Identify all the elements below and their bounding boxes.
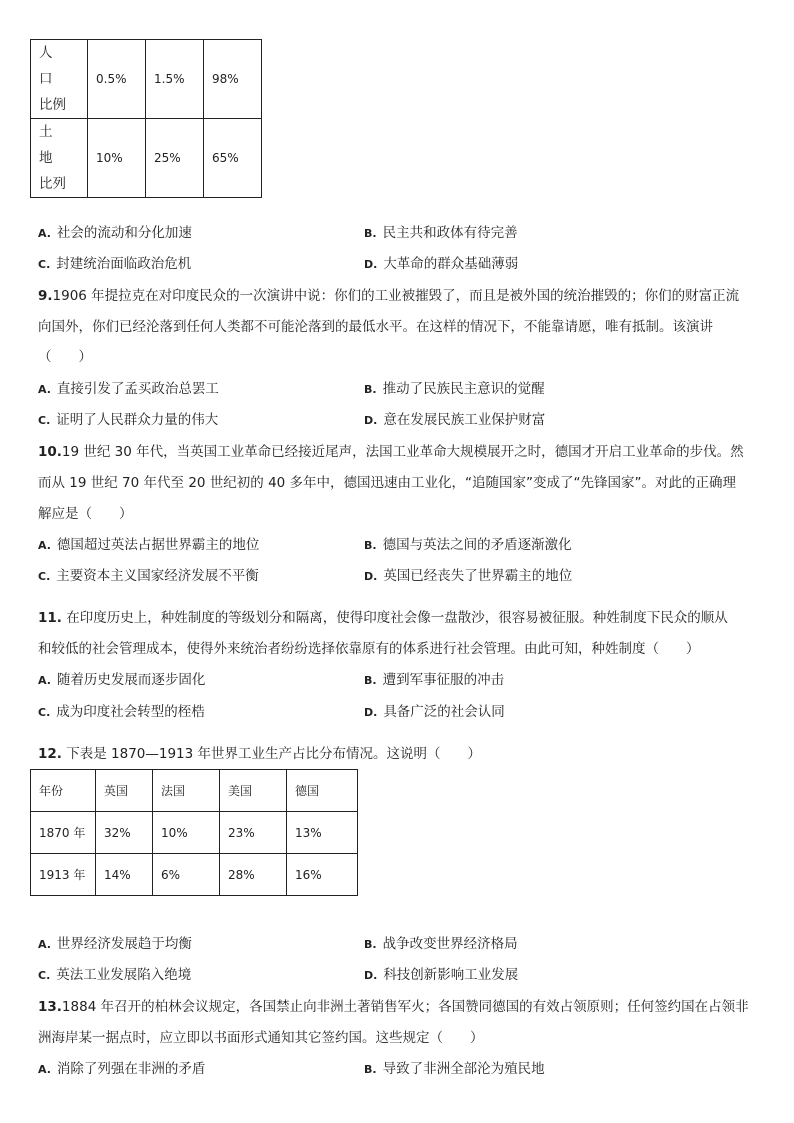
table-cell: 1870 年 bbox=[31, 812, 96, 854]
table-cell: 1913 年 bbox=[31, 854, 96, 896]
question-11-line: 和较低的社会管理成本，使得外来统治者纷纷选择依靠原有的体系进行社会管理。由此可知，种姓制度（ ） bbox=[38, 641, 700, 657]
question-9-line: 9.1906 年提拉克在对印度民众的一次演讲中说：你们的工业被摧毁了，而且是被外国的统治摧毁的；你们的财富正流 bbox=[38, 288, 740, 304]
table-cell: 13% bbox=[287, 812, 358, 854]
question-12-line: 12. 下表是 1870—1913 年世界工业生产占比分布情况。这说明（ ） bbox=[38, 746, 482, 762]
table-cell: 6% bbox=[153, 854, 220, 896]
option-c[interactable]: C. 成为印度社会转型的桎梏 bbox=[38, 704, 205, 720]
column-header: 年份 bbox=[31, 770, 96, 812]
option-b[interactable]: B. 德国与英法之间的矛盾逐渐激化 bbox=[364, 537, 572, 553]
option-d[interactable]: D. 英国已经丧失了世界霸主的地位 bbox=[364, 568, 573, 584]
option-c[interactable]: C. 英法工业发展陷入绝境 bbox=[38, 967, 192, 983]
table-row bbox=[31, 119, 262, 198]
table-cell: 28% bbox=[220, 854, 287, 896]
question-10-line: 解应是（ ） bbox=[38, 506, 133, 522]
option-d[interactable]: D. 意在发展民族工业保护财富 bbox=[364, 412, 546, 428]
industry-share-table bbox=[30, 769, 358, 896]
option-c[interactable]: C. 封建统治面临政治危机 bbox=[38, 256, 192, 272]
option-c[interactable]: C. 主要资本主义国家经济发展不平衡 bbox=[38, 568, 259, 584]
option-b[interactable]: B. 民主共和政体有待完善 bbox=[364, 225, 518, 241]
option-a[interactable]: A. 直接引发了孟买政治总罢工 bbox=[38, 381, 219, 397]
row-label: 人 口 比例 bbox=[31, 40, 88, 119]
table-cell: 14% bbox=[96, 854, 153, 896]
question-11-line: 11. 在印度历史上，种姓制度的等级划分和隔离，使得印度社会像一盘散沙，很容易被征服。种姓制度下民众的顺从 bbox=[38, 610, 728, 626]
option-a[interactable]: A. 消除了列强在非洲的矛盾 bbox=[38, 1061, 206, 1077]
table-cell: 10% bbox=[153, 812, 220, 854]
table-cell: 23% bbox=[220, 812, 287, 854]
table-cell: 0.5% bbox=[88, 40, 146, 119]
option-c[interactable]: C. 证明了人民群众力量的伟大 bbox=[38, 412, 219, 428]
column-header: 英国 bbox=[96, 770, 153, 812]
question-13-line: 洲海岸某一据点时，应立即以书面形式通知其它签约国。这些规定（ ） bbox=[38, 1030, 484, 1046]
table-cell: 1.5% bbox=[146, 40, 204, 119]
option-d[interactable]: D. 科技创新影响工业发展 bbox=[364, 967, 519, 983]
question-10-line: 而从 19 世纪 70 年代至 20 世纪初的 40 多年中，德国迅速由工业化，“追随国家”变成了“先锋国家”。对此的正确理 bbox=[38, 475, 737, 491]
option-d[interactable]: D. 具备广泛的社会认同 bbox=[364, 704, 505, 720]
option-a[interactable]: A. 社会的流动和分化加速 bbox=[38, 225, 192, 241]
question-10-line: 10.19 世纪 30 年代，当英国工业革命已经接近尾声，法国工业革命大规模展开之时，德国才开启工业革命的步伐。然 bbox=[38, 444, 744, 460]
table-cell: 98% bbox=[204, 40, 262, 119]
option-a[interactable]: A. 德国超过英法占据世界霸主的地位 bbox=[38, 537, 260, 553]
column-header: 法国 bbox=[153, 770, 220, 812]
table-row bbox=[31, 854, 358, 896]
option-b[interactable]: B. 导致了非洲全部沦为殖民地 bbox=[364, 1061, 545, 1077]
population-land-table bbox=[30, 39, 262, 198]
table-header-row bbox=[31, 770, 358, 812]
table-cell: 32% bbox=[96, 812, 153, 854]
option-a[interactable]: A. 随着历史发展而逐步固化 bbox=[38, 672, 206, 688]
row-label: 土 地 比列 bbox=[31, 119, 88, 198]
question-9-line: 向国外，你们已经沦落到任何人类都不可能沦落到的最低水平。在这样的情况下，不能靠请愿，唯有抵制。该演讲 bbox=[38, 319, 713, 335]
column-header: 德国 bbox=[287, 770, 358, 812]
option-b[interactable]: B. 战争改变世界经济格局 bbox=[364, 936, 518, 952]
table-row bbox=[31, 812, 358, 854]
table-cell: 25% bbox=[146, 119, 204, 198]
table-cell: 65% bbox=[204, 119, 262, 198]
option-d[interactable]: D. 大革命的群众基础薄弱 bbox=[364, 256, 519, 272]
table-cell: 10% bbox=[88, 119, 146, 198]
column-header: 美国 bbox=[220, 770, 287, 812]
option-b[interactable]: B. 推动了民族民主意识的觉醒 bbox=[364, 381, 545, 397]
question-9-line: （ ） bbox=[38, 349, 92, 365]
table-cell: 16% bbox=[287, 854, 358, 896]
table-row bbox=[31, 40, 262, 119]
option-a[interactable]: A. 世界经济发展趋于均衡 bbox=[38, 936, 192, 952]
option-b[interactable]: B. 遭到军事征服的冲击 bbox=[364, 672, 505, 688]
question-13-line: 13.1884 年召开的柏林会议规定，各国禁止向非洲土著销售军火；各国赞同德国的有效占领原则；任何签约国在占领非 bbox=[38, 999, 749, 1015]
